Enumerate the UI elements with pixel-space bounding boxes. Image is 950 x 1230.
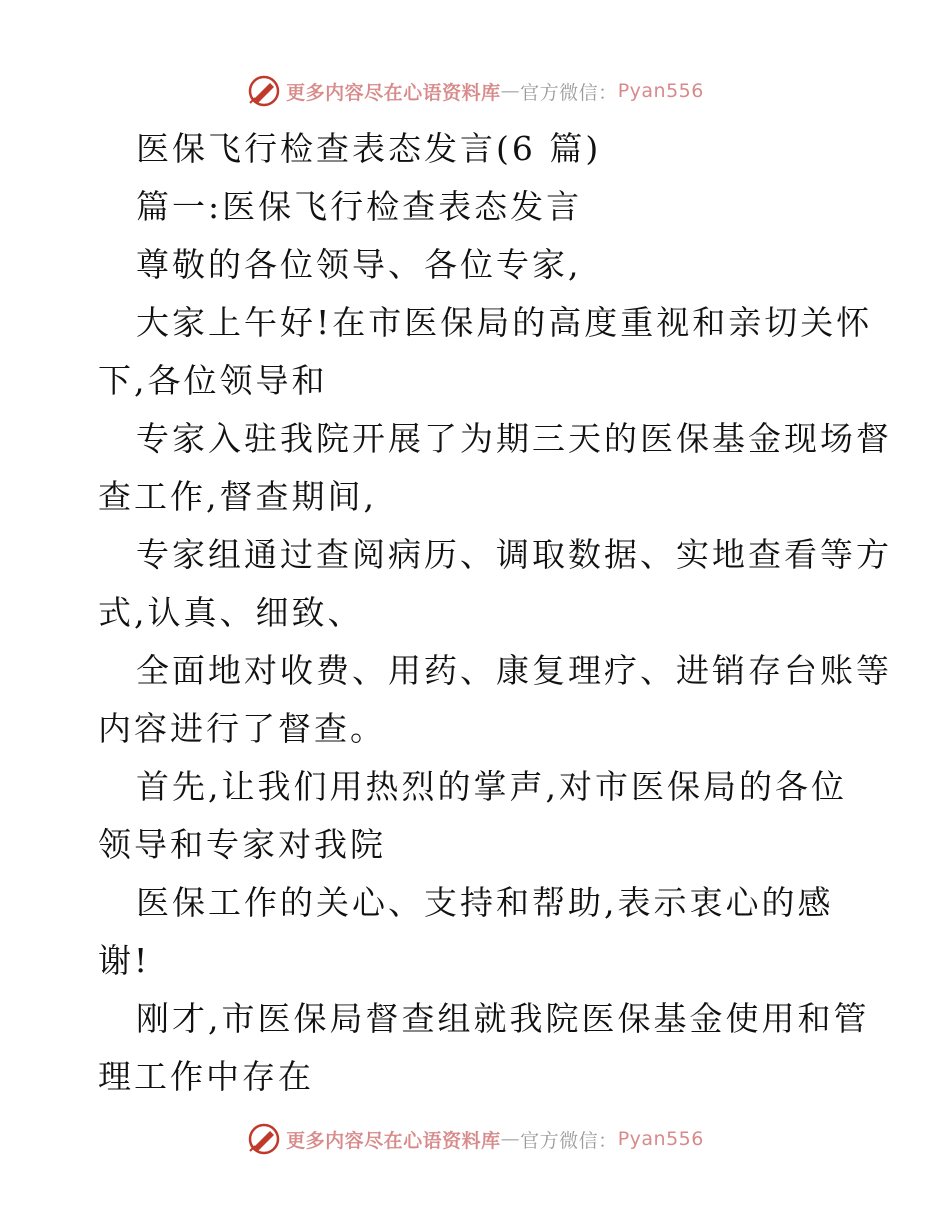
text-line: 领导和专家对我院 (98, 825, 386, 864)
watermark-dash: — (500, 80, 521, 102)
text-line: 首先,让我们用热烈的掌声,对市医保局的各位 (136, 767, 847, 806)
text-line: 篇一:医保飞行检查表态发言 (136, 187, 583, 226)
text-line: 医保工作的关心、支持和帮助,表示衷心的感 (136, 883, 834, 922)
text-line: 尊敬的各位领导、各位专家, (136, 245, 582, 284)
text-line: 谢! (98, 941, 151, 980)
pen-logo-icon (246, 73, 282, 109)
text-line: 刚才,市医保局督查组就我院医保基金使用和管 (136, 999, 870, 1038)
watermark-site: 更多内容尽在心语资料库 (286, 1129, 501, 1152)
header-watermark (0, 71, 950, 111)
text-line: 内容进行了督查。 (98, 709, 386, 748)
watermark-label: 官方微信： (520, 81, 618, 104)
text-line: 专家入驻我院开展了为期三天的医保基金现场督 (136, 419, 892, 458)
text-line: 式,认真、细致、 (98, 593, 364, 632)
text-line: 查工作,督查期间, (98, 477, 377, 516)
text-line: 专家组通过查阅病历、调取数据、实地查看等方 (136, 535, 892, 574)
watermark-dash: — (500, 1128, 521, 1150)
text-line: 下,各位领导和 (98, 361, 328, 400)
watermark-site: 更多内容尽在心语资料库 (286, 81, 501, 104)
text-line: 理工作中存在 (98, 1057, 314, 1096)
text-line: 大家上午好!在市医保局的高度重视和亲切关怀 (136, 303, 873, 342)
watermark-id: Pyan556 (617, 1128, 704, 1150)
text-line: 全面地对收费、用药、康复理疗、进销存台账等 (136, 651, 892, 690)
watermark-id: Pyan556 (617, 80, 704, 102)
footer-watermark (0, 1119, 950, 1159)
pen-logo-icon (246, 1121, 282, 1157)
watermark-label: 官方微信： (520, 1129, 618, 1152)
document-title: 医保飞行检查表态发言(6 篇) (136, 129, 602, 168)
document-body (98, 120, 892, 1106)
